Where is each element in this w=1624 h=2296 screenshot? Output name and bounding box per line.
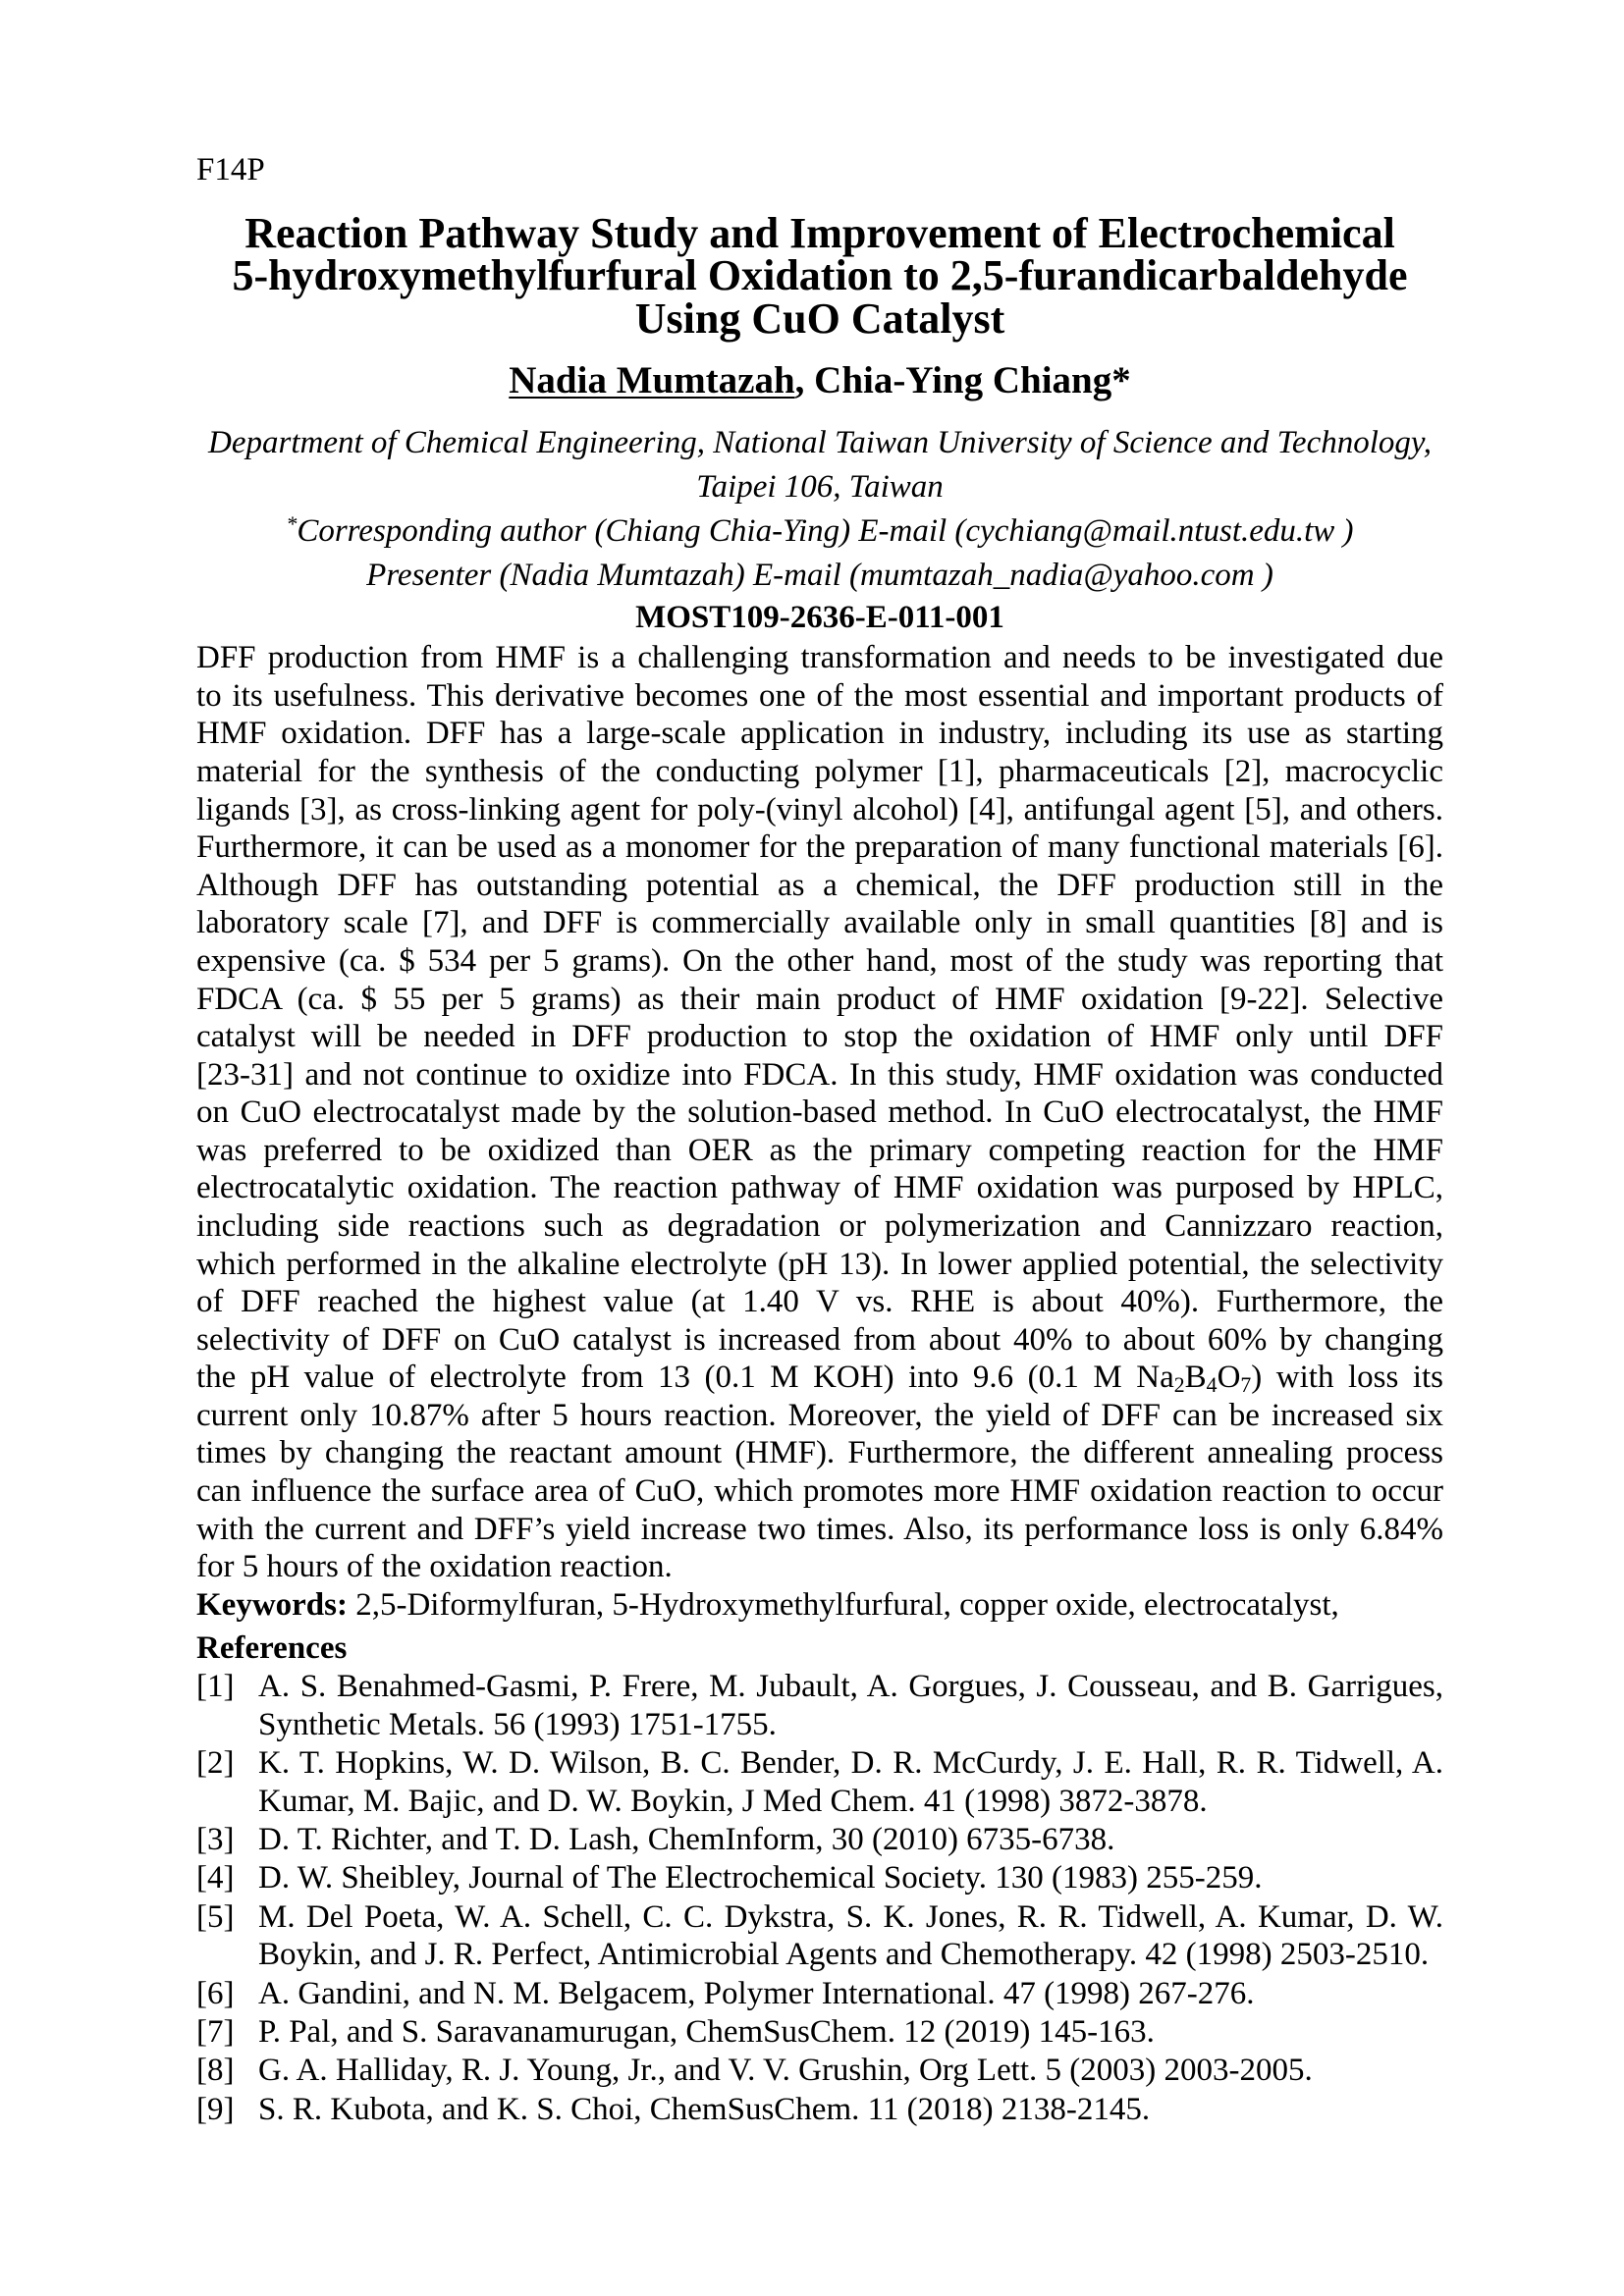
title-line: 5-hydroxymethylfurfural Oxidation to 2,5-furandicarbaldehyde	[232, 251, 1408, 300]
reference-item	[196, 1859, 1443, 1896]
presenting-author: Nadia Mumtazah	[509, 359, 795, 401]
reference-item	[196, 1668, 1443, 1743]
abstract-line: of DFF reached the highest value (at 1.40 V vs. RHE is about 40%). Furthermore, the	[196, 1284, 1443, 1320]
reference-text	[258, 1668, 1443, 1743]
paper-title	[196, 208, 1443, 343]
corresponding-author-text: Corresponding author (Chiang Chia-Ying) E-mail (cychiang@mail.ntust.edu.tw )	[297, 512, 1354, 549]
reference-item	[196, 1744, 1443, 1820]
reference-number: [4]	[196, 1860, 235, 1896]
abstract-line: current only 10.87% after 5 hours reaction. Moreover, the yield of DFF can be increased six	[196, 1397, 1443, 1433]
reference-item	[196, 1898, 1443, 1974]
abstract-line: times by changing the reactant amount (HMF). Furthermore, the different annealing process	[196, 1435, 1443, 1471]
reference-item	[196, 2052, 1443, 2089]
reference-text-line: M. Del Poeta, W. A. Schell, C. C. Dykstra, S. K. Jones, R. R. Tidwell, A. Kumar, D. W.	[258, 1898, 1443, 1935]
abstract-line: including side reactions such as degradation or polymerization and Cannizzaro reaction,	[196, 1207, 1443, 1244]
reference-number: [1]	[196, 1669, 235, 1705]
keywords-line	[196, 1586, 1443, 1625]
abstract-line: can influence the surface area of CuO, which promotes more HMF oxidation reaction to occur	[196, 1473, 1443, 1510]
reference-text	[258, 2013, 1443, 2051]
abstract-line: for 5 hours of the oxidation reaction.	[196, 1549, 673, 1585]
reference-text-line: P. Pal, and S. Saravanamurugan, ChemSusChem. 12 (2019) 145-163.	[258, 2014, 1155, 2051]
reference-text	[258, 1821, 1443, 1858]
reference-text	[258, 2052, 1443, 2089]
author-list	[196, 359, 1443, 402]
abstract-line: ligands [3], as cross-linking agent for poly-(vinyl alcohol) [4], antifungal agent [5], and others.	[196, 791, 1443, 828]
references-heading: References	[196, 1630, 348, 1667]
reference-text-line: K. T. Hopkins, W. D. Wilson, B. C. Bender, D. R. McCurdy, J. E. Hall, R. R. Tidwell, A.	[258, 1745, 1443, 1782]
reference-number: [2]	[196, 1745, 235, 1782]
reference-item	[196, 1821, 1443, 1858]
affiliation-line: Department of Chemical Engineering, National Taiwan University of Science and Technology,	[208, 424, 1432, 460]
reference-text-line: G. A. Halliday, R. J. Young, Jr., and V. V. Grushin, Org Lett. 5 (2003) 2003-2005.	[258, 2053, 1313, 2089]
abstract-line: Although DFF has outstanding potential as a chemical, the DFF production still in the	[196, 867, 1443, 903]
paper-code: F14P	[196, 152, 265, 187]
reference-number: [8]	[196, 2053, 235, 2089]
formula-subscript: 2	[1173, 1373, 1185, 1398]
abstract-line: selectivity of DFF on CuO catalyst is increased from about 40% to about 60% by changing	[196, 1321, 1443, 1358]
abstract-line: DFF production from HMF is a challenging transformation and needs to be investigated due	[196, 640, 1443, 676]
affiliation-block	[196, 421, 1443, 598]
abstract-line: material for the synthesis of the conducting polymer [1], pharmaceuticals [2], macrocyclic	[196, 754, 1443, 790]
reference-number: [9]	[196, 2091, 235, 2127]
abstract-line: Furthermore, it can be used as a monomer for the preparation of many functional materials [6].	[196, 829, 1443, 866]
affiliation-line: Taipei 106, Taiwan	[696, 468, 944, 505]
reference-item	[196, 1975, 1443, 2012]
abstract-line-text: the pH value of electrolyte from 13 (0.1 M KOH) into 9.6 (0.1 M	[196, 1360, 1137, 1396]
corresponding-author-line	[196, 509, 1443, 554]
reference-text-line: A. S. Benahmed-Gasmi, P. Frere, M. Jubault, A. Gorgues, J. Cousseau, and B. Garrigues,	[258, 1669, 1443, 1705]
reference-number: [3]	[196, 1822, 235, 1858]
presenter-line: Presenter (Nadia Mumtazah) E-mail (mumtazah_nadia@yahoo.com )	[366, 557, 1273, 593]
abstract-line: HMF oxidation. DFF has a large-scale application in industry, including its use as starting	[196, 716, 1443, 752]
reference-text-line: D. W. Sheibley, Journal of The Electrochemical Society. 130 (1983) 255-259.	[258, 1860, 1263, 1896]
title-line: Reaction Pathway Study and Improvement of Electrochemical	[244, 208, 1395, 257]
reference-text-line: Boykin, and J. R. Perfect, Antimicrobial Agents and Chemotherapy. 42 (1998) 2503-2510.	[258, 1937, 1430, 1973]
abstract-line: on CuO electrocatalyst made by the solution-based method. In CuO electrocatalyst, the HMF	[196, 1095, 1443, 1131]
reference-text-line: Kumar, M. Bajic, and D. W. Boykin, J Med Chem. 41 (1998) 3872-3878.	[258, 1783, 1208, 1819]
formula-subscript: 7	[1240, 1373, 1252, 1398]
reference-list	[196, 1668, 1443, 2129]
abstract-line: electrocatalytic oxidation. The reaction pathway of HMF oxidation was purposed by HPLC,	[196, 1170, 1443, 1206]
abstract-line-text: ) with loss its	[1251, 1360, 1443, 1396]
abstract-line: FDCA (ca. $ 55 per 5 grams) as their main product of HMF oxidation [9-22]. Selective	[196, 981, 1443, 1017]
corresponding-mark: *	[286, 511, 298, 536]
reference-number: [7]	[196, 2014, 235, 2051]
formula-element: B	[1184, 1360, 1207, 1396]
reference-text	[258, 1975, 1443, 2012]
formula-element: Na	[1136, 1360, 1174, 1396]
abstract-body	[196, 639, 1443, 1585]
abstract-line: expensive (ca. $ 534 per 5 grams). On the other hand, most of the study was reporting that	[196, 942, 1443, 979]
reference-item	[196, 2091, 1443, 2128]
other-authors: , Chia-Ying Chiang*	[794, 359, 1131, 401]
formula-element: O	[1217, 1360, 1241, 1396]
reference-text	[258, 2091, 1443, 2128]
grant-number: MOST109-2636-E-011-001	[635, 600, 1004, 635]
reference-text-line: S. R. Kubota, and K. S. Choi, ChemSusChem. 11 (2018) 2138-2145.	[258, 2091, 1151, 2127]
abstract-line: [23-31] and not continue to oxidize into FDCA. In this study, HMF oxidation was conducted	[196, 1056, 1443, 1093]
formula-subscript: 4	[1206, 1373, 1218, 1398]
abstract-line: which performed in the alkaline electrolyte (pH 13). In lower applied potential, the selectivity	[196, 1246, 1443, 1282]
abstract-line	[196, 1359, 1443, 1397]
abstract-line: catalyst will be needed in DFF production to stop the oxidation of HMF only until DFF	[196, 1019, 1443, 1055]
reference-text	[258, 1898, 1443, 1974]
title-line: Using CuO Catalyst	[634, 294, 1005, 343]
keywords-label: Keywords:	[196, 1586, 348, 1623]
reference-item	[196, 2013, 1443, 2051]
reference-text	[258, 1744, 1443, 1820]
keywords-text: 2,5-Diformylfuran, 5-Hydroxymethylfurfural, copper oxide, electrocatalyst,	[355, 1586, 1339, 1623]
abstract-line: was preferred to be oxidized than OER as the primary competing reaction for the HMF	[196, 1132, 1443, 1168]
reference-text	[258, 1859, 1443, 1896]
reference-number: [6]	[196, 1975, 235, 2011]
reference-text-line: A. Gandini, and N. M. Belgacem, Polymer International. 47 (1998) 267-276.	[258, 1975, 1255, 2011]
reference-text-line: D. T. Richter, and T. D. Lash, ChemInform, 30 (2010) 6735-6738.	[258, 1822, 1115, 1858]
reference-number: [5]	[196, 1898, 235, 1935]
abstract-line: with the current and DFF’s yield increase two times. Also, its performance loss is only 6.84%	[196, 1511, 1443, 1547]
reference-text-line: Synthetic Metals. 56 (1993) 1751-1755.	[258, 1706, 777, 1742]
abstract-line: to its usefulness. This derivative becomes one of the most essential and important products of	[196, 677, 1443, 714]
abstract-line: laboratory scale [7], and DFF is commercially available only in small quantities [8] and is	[196, 905, 1443, 941]
